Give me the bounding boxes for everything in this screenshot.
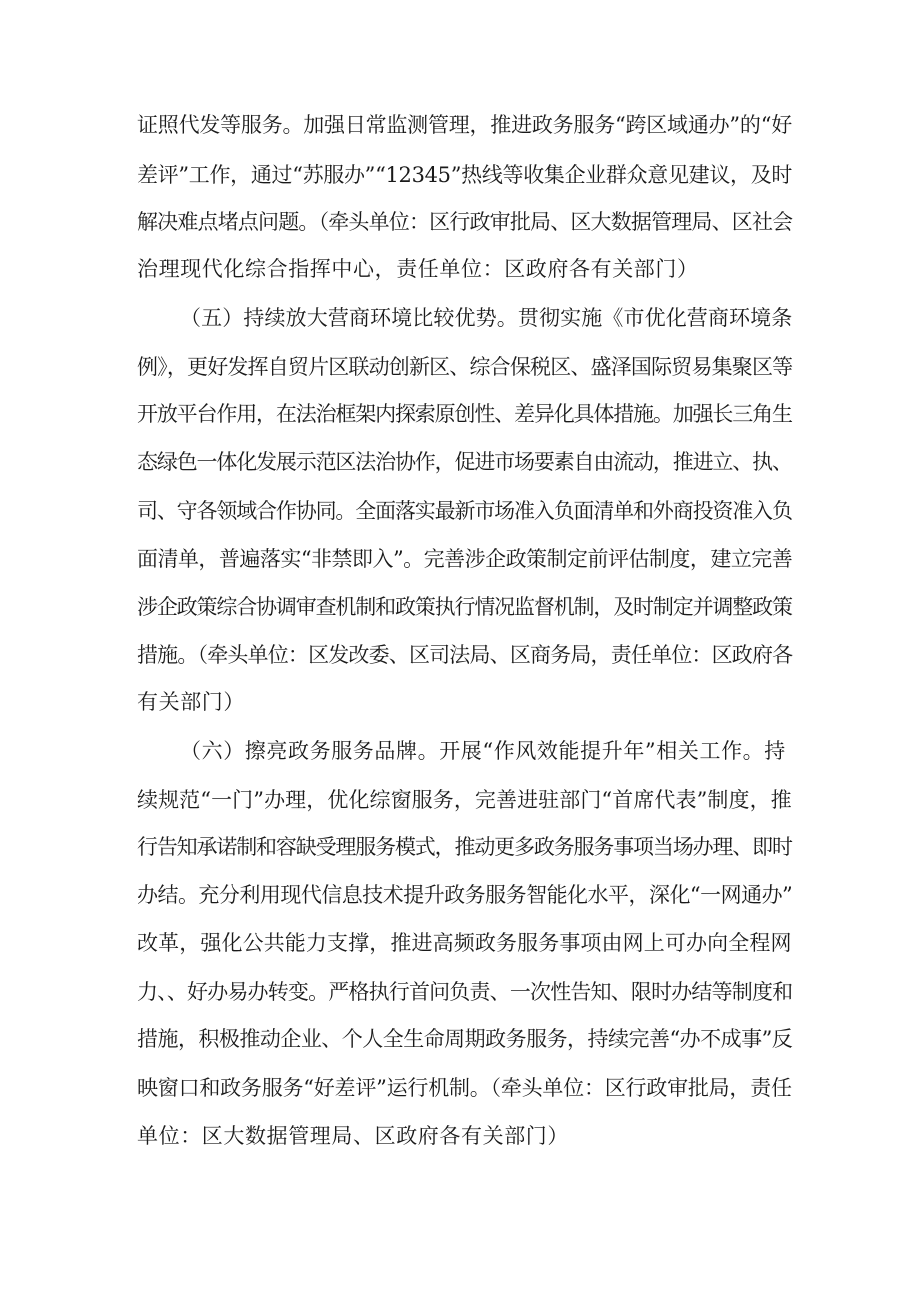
text-line: 措施，积极推动企业、个人全生命周期政务服务，持续完善“办不成事”反 <box>137 1027 793 1051</box>
text-line: 有关部门） <box>137 690 245 714</box>
section-heading-five: （五）持续放大营商环境比较优势。贯彻实施《市优化营商环境条 <box>180 306 793 330</box>
text-line: 涉企政策综合协调审查机制和政策执行情况监督机制，及时制定并调整政策 <box>137 595 792 619</box>
text-line: 措施。（牵头单位：区发改委、区司法局、区商务局，责任单位：区政府各 <box>137 643 793 667</box>
text-line: 行告知承诺制和容缺受理服务模式，推动更多政务服务事项当场办理、即时 <box>137 835 792 859</box>
text-line: 治理现代化综合指挥中心，责任单位：区政府各有关部门） <box>137 257 699 281</box>
text-line: 开放平台作用，在法治框架内探索原创性、差异化具体措施。加强长三角生 <box>137 402 792 426</box>
text-line: 办结。充分利用现代信息技术提升政务服务智能化水平，深化“一网通办” <box>137 883 793 907</box>
text-line: 差评”工作，通过“苏服办”“12345”热线等收集企业群众意见建议，及时 <box>137 163 793 187</box>
text-line: 映窗口和政务服务“好差评”运行机制。（牵头单位：区行政审批局，责任 <box>137 1076 792 1100</box>
text-line: 力、、好办易办转变。严格执行首问负责、一次性告知、限时办结等制度和 <box>137 980 793 1004</box>
text-line: 证照代发等服务。加强日常监测管理，推进政务服务“跨区域通办”的“好 <box>137 113 793 137</box>
text-line: 改革，强化公共能力支撑，推进高频政务服务事项由网上可办向全程网 <box>137 931 792 955</box>
text-line: 面清单，普遍落实“非禁即入”。完善涉企政策制定前评估制度，建立完善 <box>137 547 793 571</box>
text-line: 解决难点堵点问题。（牵头单位：区行政审批局、区大数据管理局、区社会 <box>137 210 793 234</box>
section-heading-six: （六）擦亮政务服务品牌。开展“作风效能提升年”相关工作。持 <box>180 739 786 763</box>
text-line: 例》，更好发挥自贸片区联动创新区、综合保税区、盛泽国际贸易集聚区等 <box>137 355 793 379</box>
text-line: 态绿色一体化发展示范区法治协作，促进市场要素自由流动，推进立、执、 <box>137 450 792 474</box>
text-line: 司、守各领域合作协同。全面落实最新市场准入负面清单和外商投资准入负 <box>137 499 792 523</box>
text-line: 续规范“一门”办理，优化综窗服务，完善进驻部门“首席代表”制度，推 <box>137 788 792 812</box>
text-line: 单位：区大数据管理局、区政府各有关部门） <box>137 1124 569 1148</box>
